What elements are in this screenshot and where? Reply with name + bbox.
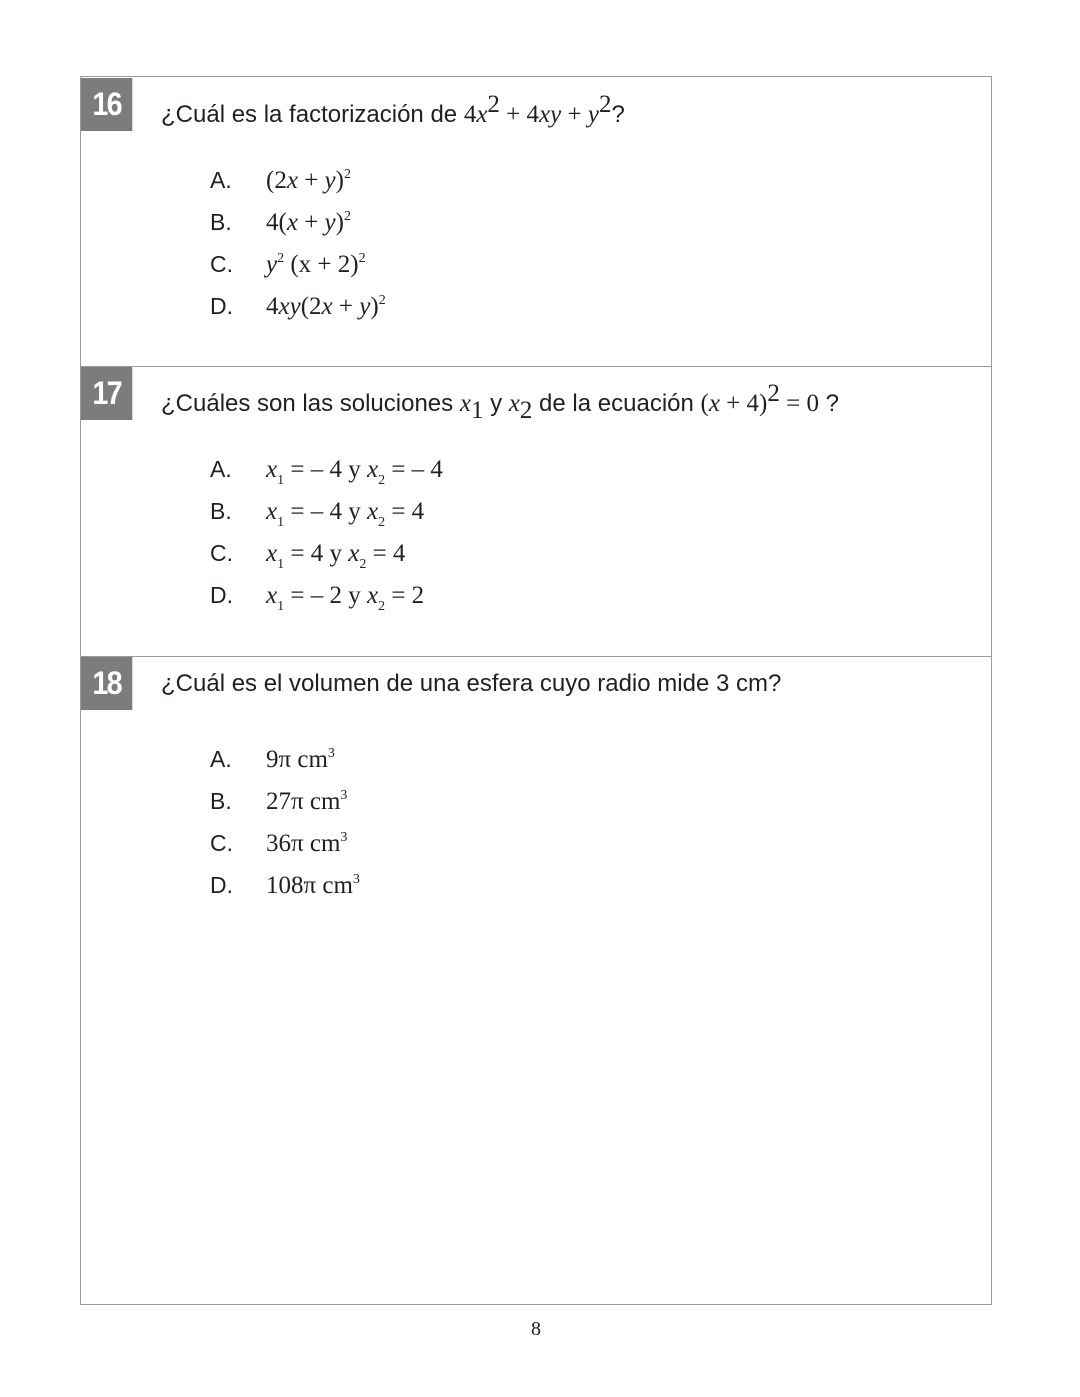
option-expression (266, 746, 335, 774)
math-segment: y (324, 167, 336, 194)
question-16 (81, 77, 991, 367)
subscript: 1 (277, 515, 285, 530)
superscript: 2 (358, 251, 366, 266)
option-expression (266, 498, 424, 531)
math-segment: + 4) (719, 390, 768, 417)
math-segment: y (587, 101, 599, 128)
math-segment: + (332, 293, 360, 320)
answer-option (210, 830, 360, 872)
option-label: D. (210, 293, 233, 319)
math-segment: 9π cm (266, 746, 328, 773)
math-segment: = – 2 y (284, 582, 367, 609)
text-segment: ¿Cuál es la factorización de (161, 101, 464, 128)
text-segment: ? (819, 390, 840, 417)
math-segment: = – 4 (385, 456, 443, 483)
answer-option (210, 788, 360, 830)
question-number-badge: 18 (81, 657, 132, 710)
math-segment: x (348, 540, 360, 567)
math-segment: (x + 2) (284, 251, 359, 278)
answer-option (210, 872, 360, 914)
math-segment: + (297, 209, 325, 236)
option-label: A. (210, 456, 232, 482)
page-number: 8 (531, 1318, 541, 1340)
question-18 (81, 656, 991, 1296)
math-segment: x (366, 456, 379, 483)
math-segment: (2 (266, 167, 287, 194)
math-segment: = 4 (366, 540, 406, 567)
math-segment: x (476, 101, 488, 128)
option-expression (266, 167, 351, 195)
superscript: 3 (340, 830, 348, 845)
math-segment: = 2 (385, 582, 425, 609)
option-expression (266, 251, 366, 279)
option-expression (266, 209, 351, 237)
superscript: 3 (340, 788, 348, 803)
math-segment: = 0 (779, 390, 819, 417)
superscript: 2 (343, 209, 351, 224)
math-segment: 108π cm (266, 872, 353, 899)
subscript: 1 (470, 397, 484, 424)
math-segment: y (359, 293, 371, 320)
answer-option (210, 582, 443, 624)
superscript: 3 (352, 872, 360, 887)
option-label: D. (210, 872, 233, 898)
question-17 (81, 366, 991, 657)
text-segment: ¿Cuál es el volumen de una esfera cuyo radio mide 3 cm? (161, 670, 782, 697)
option-expression (266, 582, 424, 615)
math-segment: x (321, 293, 333, 320)
answer-option (210, 498, 443, 540)
answer-option (210, 540, 443, 582)
question-number-badge: 17 (81, 367, 132, 420)
superscript: 2 (767, 380, 780, 407)
option-label: C. (210, 540, 233, 566)
subscript: 2 (378, 473, 386, 488)
superscript: 2 (598, 91, 612, 118)
math-segment: 4 (463, 101, 477, 128)
option-expression (266, 540, 405, 573)
math-segment: x (266, 540, 278, 567)
subscript: 1 (277, 557, 285, 572)
math-segment: x (286, 209, 298, 236)
math-segment: + (561, 101, 588, 128)
math-segment: 4 (266, 293, 279, 320)
option-label: C. (210, 251, 233, 277)
subscript: 2 (378, 599, 386, 614)
math-segment: y (266, 251, 278, 278)
answer-options (210, 746, 360, 914)
math-segment: 36π cm (266, 830, 341, 857)
math-segment: ) (370, 293, 379, 320)
math-segment: + (297, 167, 325, 194)
math-segment: = – 4 y (284, 498, 367, 525)
math-segment: ) (335, 209, 344, 236)
option-expression (266, 788, 347, 816)
option-label: A. (210, 746, 232, 772)
question-number-badge: 16 (81, 78, 132, 131)
math-segment: 27π cm (266, 788, 341, 815)
math-segment: ( (700, 390, 709, 417)
question-stem (161, 670, 781, 698)
math-segment: x (266, 456, 278, 483)
text-segment: de la ecuación (532, 390, 701, 417)
superscript: 2 (277, 251, 285, 266)
math-segment: = 4 (385, 498, 425, 525)
math-segment: = – 4 y (284, 456, 367, 483)
subscript: 1 (277, 473, 285, 488)
math-segment: (2 (300, 293, 322, 320)
superscript: 2 (343, 167, 351, 182)
text-segment: ? (611, 101, 625, 128)
subscript: 2 (378, 515, 386, 530)
superscript: 3 (327, 746, 335, 761)
option-expression (266, 456, 443, 489)
question-stem (161, 91, 625, 129)
math-segment: = 4 y (284, 540, 349, 567)
math-segment: ) (335, 167, 344, 194)
text-segment: ¿Cuáles son las soluciones (161, 390, 460, 417)
math-segment: x (366, 582, 379, 609)
math-segment: x (366, 498, 379, 525)
math-segment: x (266, 582, 278, 609)
math-segment: xy (278, 293, 301, 320)
option-label: B. (210, 498, 232, 524)
option-label: A. (210, 167, 232, 193)
math-segment: x (286, 167, 298, 194)
answer-option (210, 209, 386, 251)
answer-options (210, 167, 386, 335)
answer-option (210, 456, 443, 498)
subscript: 2 (519, 397, 533, 424)
superscript: 2 (378, 293, 386, 308)
question-stem (161, 380, 839, 425)
math-segment: 4( (266, 209, 287, 236)
option-label: B. (210, 209, 232, 235)
subscript: 1 (277, 599, 285, 614)
superscript: 2 (487, 91, 500, 118)
math-segment: x (266, 498, 278, 525)
answer-option (210, 167, 386, 209)
answer-option (210, 251, 386, 293)
option-expression (266, 293, 386, 321)
answer-options (210, 456, 443, 624)
math-segment: y (324, 209, 336, 236)
answer-option (210, 746, 360, 788)
math-segment: x (708, 390, 720, 417)
subscript: 2 (359, 557, 367, 572)
math-segment: x (508, 390, 520, 417)
exam-frame (80, 76, 992, 1305)
option-expression (266, 872, 360, 900)
option-label: C. (210, 830, 233, 856)
option-expression (266, 830, 347, 858)
option-label: D. (210, 582, 233, 608)
math-segment: x (459, 390, 471, 417)
math-segment: + 4 (499, 101, 540, 128)
option-label: B. (210, 788, 232, 814)
answer-option (210, 293, 386, 335)
text-segment: y (483, 390, 509, 417)
math-segment: xy (539, 101, 562, 128)
